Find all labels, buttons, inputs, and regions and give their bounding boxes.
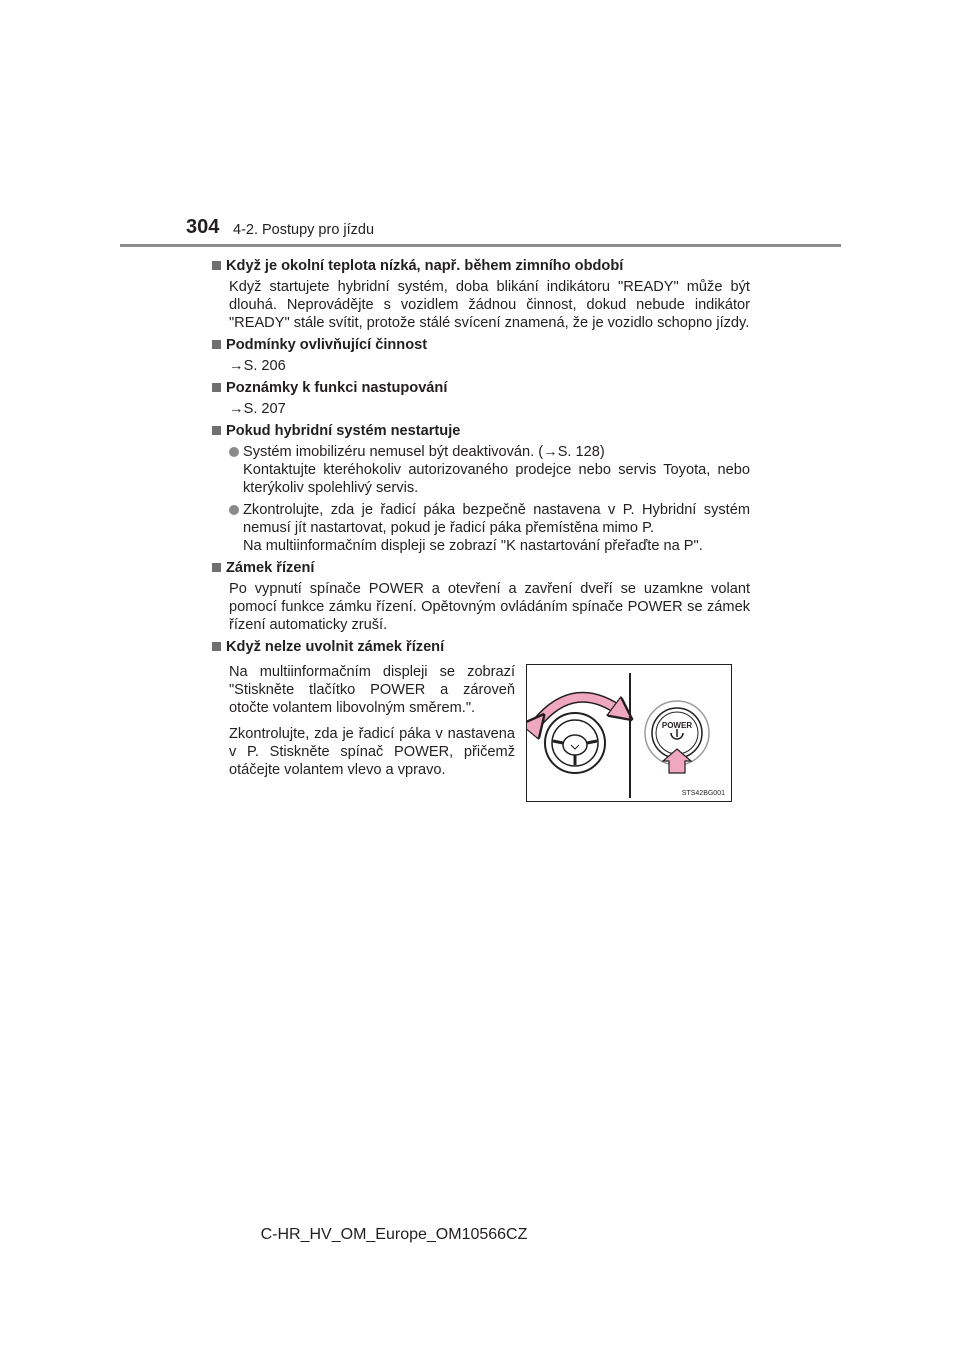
paragraph-release-instructions: Zkontrolujte, zda je řadicí páka v nastavena v P. Stiskněte spínač POWER, přičemž otáčejte volantem vlevo a vpravo. <box>229 726 515 778</box>
heading-hybrid-not-starting <box>212 422 750 440</box>
page-reference <box>229 357 750 375</box>
round-bullet-icon <box>229 447 239 457</box>
page-number: 304 <box>186 216 220 238</box>
bullet-text: Na multiinformačním displeji se zobrazí "K nastartování přeřaďte na P". <box>243 538 703 554</box>
steering-wheel-icon <box>545 713 605 773</box>
arrow-icon: → <box>229 401 244 417</box>
page-reference <box>229 400 750 418</box>
square-bullet-icon <box>212 642 221 651</box>
bullet-text: Systém imobilizéru nemusel být deaktivován. ( <box>243 444 544 460</box>
heading-text: Pokud hybridní systém nestartuje <box>226 423 461 439</box>
heading-text: Když nelze uvolnit zámek řízení <box>226 639 445 655</box>
steering-power-illustration <box>526 664 732 802</box>
arrow-icon: → <box>543 444 558 460</box>
bullet-text: Zkontrolujte, zda je řadicí páka bezpečně nastavena v P. Hybridní systém nemusí jít nastartovat, pokud je řadicí páka přemístěna mimo P. <box>243 502 750 536</box>
heading-text: Poznámky k funkci nastupování <box>226 380 448 396</box>
square-bullet-icon <box>212 563 221 572</box>
square-bullet-icon <box>212 340 221 349</box>
paragraph-steering-lock: Po vypnutí spínače POWER a otevření a zavření dveří se uzamkne volant pomocí funkce zámku řízení. Opětovným ovládáním spínače POWER se zámek řízení automaticky zruší. <box>229 581 750 633</box>
square-bullet-icon <box>212 261 221 270</box>
bullet-text: ) <box>599 444 605 460</box>
heading-low-temperature <box>212 257 750 275</box>
heading-text: Podmínky ovlivňující činnost <box>226 337 428 353</box>
heading-text: Zámek řízení <box>226 560 315 576</box>
heading-operating-conditions <box>212 336 750 354</box>
square-bullet-icon <box>212 383 221 392</box>
header-divider <box>120 244 841 247</box>
square-bullet-icon <box>212 426 221 435</box>
bullet-text: Kontaktujte kteréhokoliv autorizovaného prodejce nebo servis Toyota, nebo kterýkoliv spolehlivý servis. <box>243 462 750 496</box>
paragraph-low-temperature: Když startujete hybridní systém, doba blikání indikátoru "READY" může být dlouhá. Neprovádějte s vozidlem žádnou činnost, dokud nebude indikátor "READY" stále svítit, protože stálé svícení znamená, že je vozidlo schopno jízdy. <box>229 279 750 331</box>
page-header <box>0 0 960 250</box>
list-item <box>229 443 750 497</box>
heading-steering-lock-release <box>212 638 750 656</box>
reference-text: S. 206 <box>243 358 286 374</box>
section-title: 4-2. Postupy pro jízdu <box>233 222 375 238</box>
page-footer <box>0 1226 960 1244</box>
reference-text: S. 128 <box>557 444 600 460</box>
heading-entry-function-notes <box>212 379 750 397</box>
list-item <box>229 501 750 555</box>
paragraph-display-message: Na multiinformačním displeji se zobrazí "Stiskněte tlačítko POWER a zároveň otočte volantem libovolným směrem.". <box>229 664 515 716</box>
reference-text: S. 207 <box>243 401 286 417</box>
heading-steering-lock <box>212 559 750 577</box>
illustration-svg <box>527 665 731 801</box>
figure-code: STS42BG001 <box>681 790 725 797</box>
document-id: C-HR_HV_OM_Europe_OM10566CZ <box>260 1226 528 1243</box>
arrow-icon: → <box>229 358 244 374</box>
power-label: POWER <box>661 721 693 730</box>
round-bullet-icon <box>229 505 239 515</box>
heading-text: Když je okolní teplota nízká, např. během zimního období <box>226 258 624 274</box>
